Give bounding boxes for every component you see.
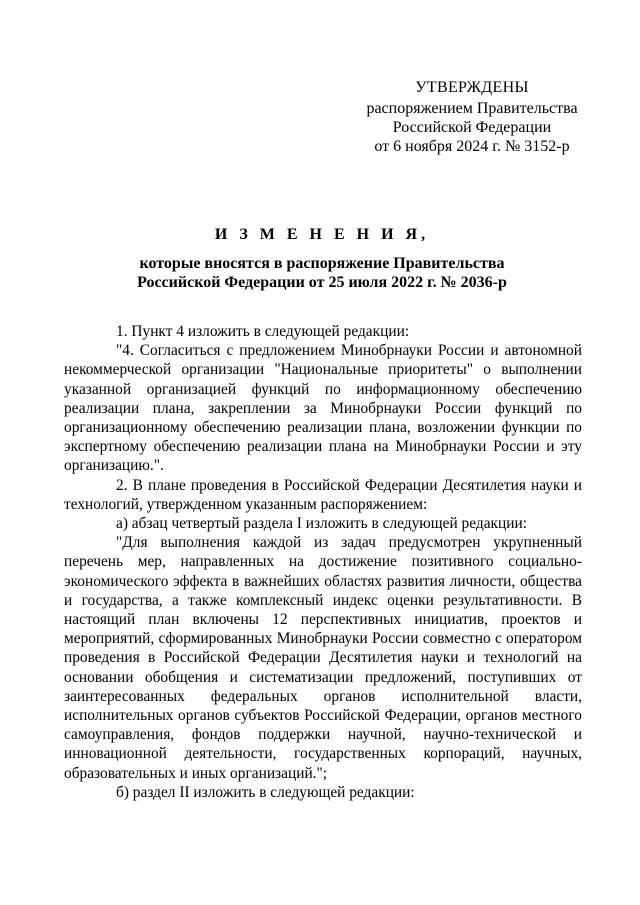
paragraph-6: б) раздел II изложить в следующей редакции: <box>116 783 415 801</box>
paragraph-3: 2. В плане проведения в Российской Федерации Десятилетия науки и технологий, утвержденном указанным распоряжением: <box>64 476 582 513</box>
approval-line-2: Российской Федерации <box>392 119 552 136</box>
paragraph-4: а) абзац четвертый раздела I изложить в следующей редакции: <box>116 515 527 533</box>
document-body <box>64 322 582 802</box>
document-subtitle-line-1: которые вносятся в распоряжение Правительства <box>139 255 505 272</box>
document-heading <box>60 226 584 292</box>
approval-line-1: распоряжением Правительства <box>366 100 578 117</box>
paragraph-5: "Для выполнения каждой из задач предусмотрен укрупненный перечень мер, направленных на достижение позитивного социально-экономического эффекта в важнейших областях развития личности, общества и государства, а также комплексный индекс оценки результативности. В настоящий план включены 12 перспективных инициатив, проектов и мероприятий, сформированных Минобрнауки России совместно с оператором проведения в Российской Федерации Десятилетия науки и технологий на основании обобщения и систематизации предложений, поступивших от заинтересованных федеральных органов исполнительной власти, исполнительных органов субъектов Российской Федерации, органов местного самоуправления, фондов поддержки научной, научно-технической и инновационной деятельности, государственных корпораций, научных, образовательных и иных организаций."; <box>64 534 582 782</box>
document-subtitle-line-2: Российской Федерации от 25 июля 2022 г. № 2036-р <box>137 274 507 291</box>
approval-line-3: от 6 ноября 2024 г. № 3152-р <box>374 138 570 155</box>
approval-title: УТВЕРЖДЕНЫ <box>415 79 529 96</box>
paragraph-1: 1. Пункт 4 изложить в следующей редакции: <box>116 323 410 340</box>
document-title: И З М Е Н Е Н И Я, <box>214 226 430 243</box>
paragraph-2: "4. Согласиться с предложением Минобрнауки России и автономной некоммерческой организации "Национальные приоритеты" о выполнении указанной организацией функций по информационному обеспечению реализации плана, закреплении за Минобрнауки России функций по организационному обеспечению реализации плана, возложении функции по экспертному обеспечению реализации плана на Минобрнауки России и эту организацию.". <box>64 342 582 475</box>
approval-stamp-block <box>320 78 624 156</box>
